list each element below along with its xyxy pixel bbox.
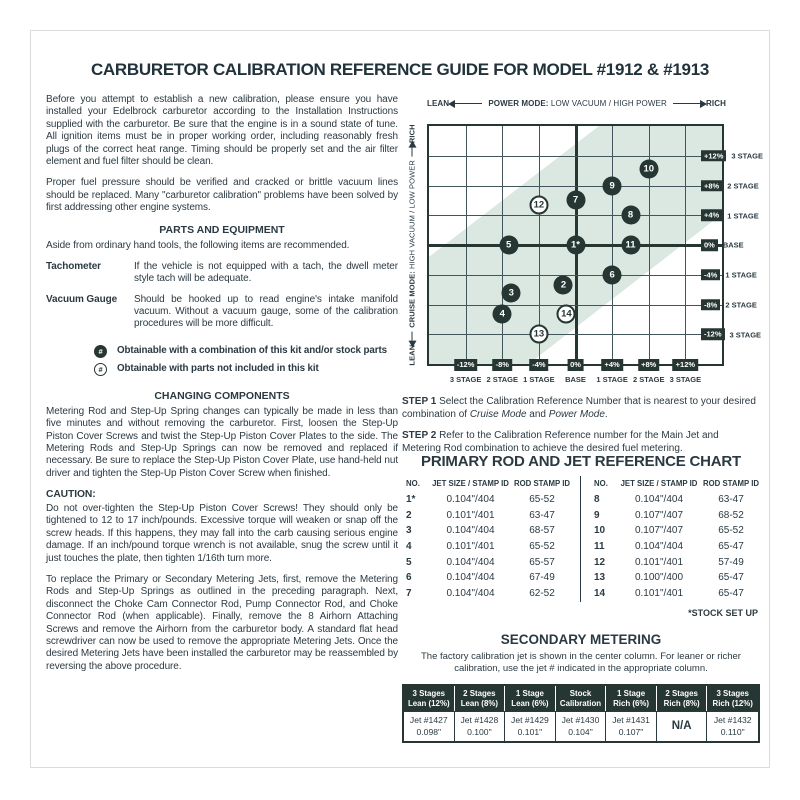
table-cell: 65-52 xyxy=(529,494,555,506)
chart-point-13: 13 xyxy=(529,325,548,344)
grid-line xyxy=(429,275,722,276)
secondary-table xyxy=(402,684,760,743)
stage-label: 3 STAGE xyxy=(729,329,762,339)
table-cell: 0.107"/407 xyxy=(634,525,684,537)
table-cell: 0.104"/404 xyxy=(446,556,495,568)
table-cell: 0.101"/401 xyxy=(446,509,495,521)
replace-jets-paragraph: To replace the Primary or Secondary Metering Jets, first, remove the Metering Rods and Step-Up Springs as outlined in the preceding paragraph. Next, disconnect the Choke Cam Connector Rod, Pump Connector Rod, and Choke Connector Rod (when applicable). Finally, remove the 8 Airhorn Attaching Screws and remove the Airhorn from the carburetor body. A standard flat head screwdriver can now be used to remove the appropriate Metering Jets. Once the desired Metering Jets have been installed the carburetor may be reassembled by reversing the above procedure. xyxy=(46,573,398,672)
col-header: JET SIZE / STAMP ID xyxy=(432,479,509,489)
table-cell: 12 xyxy=(594,556,606,568)
chart-point-8: 8 xyxy=(621,206,640,225)
table-cell: 13 xyxy=(594,572,606,584)
hash-outline-circle-icon: # xyxy=(94,363,107,376)
secondary-metering-section xyxy=(402,632,760,743)
stage-label: 2 STAGE xyxy=(727,181,759,190)
caution-paragraph: Do not over-tighten the Step-Up Piston Cover Screws! They should only be tightened to 12 to 17 inch/pounds. Excessive torque will weaken or snap off the screw heads. If this happens, they may fall into the carb causing serious engine damage. If an inch/pound torque wrench is not available, snug the screw until it just touches the plate, then tighten 1/16th turn more. xyxy=(46,503,398,564)
table-cell: 65-47 xyxy=(718,572,744,584)
chart-point-10: 10 xyxy=(639,159,658,178)
pct-badge: +4% xyxy=(701,210,722,222)
stage-label: 1 STAGE xyxy=(523,374,555,384)
pct-badge: -12% xyxy=(701,329,725,341)
table-cell: 0.107"/407 xyxy=(634,509,684,521)
table-cell: 0.101"/401 xyxy=(446,541,495,553)
stage-label: 3 STAGE xyxy=(449,374,482,384)
table-cell: 8 xyxy=(594,494,600,506)
table-cell: Jet #1430 0.104" xyxy=(556,711,607,740)
table-cell: 68-52 xyxy=(718,509,744,521)
right-column xyxy=(402,95,764,770)
step-2: STEP 2 Refer to the Calibration Reference number for the Main Jet and Metering Rod combination to achieve the desired fuel metering. xyxy=(402,430,719,454)
y-axis-row-label xyxy=(701,210,759,222)
pct-badge: +8% xyxy=(638,359,659,371)
col-header: NO. xyxy=(594,479,608,489)
col-header: 2 Stages Rich (8%) xyxy=(657,686,708,712)
lean-label: LEAN xyxy=(407,344,417,366)
table-cell: 2 xyxy=(406,509,412,521)
left-arrow-icon xyxy=(455,103,482,105)
grid-line xyxy=(429,215,722,216)
parts-intro: Aside from ordinary hand tools, the following items are recommended. xyxy=(46,239,350,251)
pct-badge: +12% xyxy=(673,359,698,371)
table-cell: Jet #1428 0.100" xyxy=(455,711,506,740)
hash-filled-circle-icon: # xyxy=(94,345,107,358)
pct-badge: -4% xyxy=(529,359,548,371)
col-header: 3 Stages Lean (12%) xyxy=(404,686,455,712)
chart-point-1: 1* xyxy=(566,236,585,255)
chart-point-2: 2 xyxy=(554,276,573,295)
primary-table-title: PRIMARY ROD AND JET REFERENCE CHART xyxy=(421,453,741,470)
chart-point-12: 12 xyxy=(529,196,548,215)
pct-badge: -8% xyxy=(493,359,512,371)
table-cell: 65-47 xyxy=(718,541,744,553)
table-cell: 0.104"/404 xyxy=(446,572,495,584)
table-cell: Jet #1427 0.098" xyxy=(404,711,455,740)
x-axis-col-label xyxy=(670,359,702,384)
stage-label: 1 STAGE xyxy=(727,210,759,220)
legend-item-kit-parts xyxy=(94,345,398,358)
y-axis-row-label xyxy=(701,180,759,192)
caution-label: CAUTION: xyxy=(46,489,96,501)
chart-point-7: 7 xyxy=(566,191,585,210)
y-axis-row-label xyxy=(701,329,761,341)
table-cell: 5 xyxy=(406,556,412,568)
equipment-name: Tachometer xyxy=(46,260,101,272)
table-cell: 65-52 xyxy=(529,541,555,553)
equipment-desc: Should be hooked up to read engine's intake manifold vacuum. Without a vacuum gauge, some of the calibration procedures will be more difficult. xyxy=(134,293,398,330)
chart-point-9: 9 xyxy=(603,176,622,195)
grid-line xyxy=(429,305,722,306)
table-cell: 6 xyxy=(406,572,412,584)
equipment-name: Vacuum Gauge xyxy=(46,293,118,305)
col-header: 2 Stages Lean (8%) xyxy=(455,686,506,712)
table-cell: 67-49 xyxy=(529,572,555,584)
col-header: ROD STAMP ID xyxy=(702,479,760,489)
cruise-mode-text: CRUISE MODE: HIGH VACUUM / LOW POWER xyxy=(407,160,417,328)
stage-label: 2 STAGE xyxy=(486,374,519,384)
parts-equipment-heading: PARTS AND EQUIPMENT xyxy=(159,223,285,236)
y-axis-row-label xyxy=(701,299,757,311)
up-arrow-icon xyxy=(411,147,413,156)
x-axis-col-label xyxy=(565,359,586,384)
table-cell: 10 xyxy=(594,525,606,537)
lean-label: LEAN xyxy=(427,99,450,108)
col-header: NO. xyxy=(406,479,420,489)
power-mode-text: POWER MODE: LOW VACUUM / HIGH POWER xyxy=(488,99,667,108)
power-mode-axis-label xyxy=(427,99,726,108)
col-header: Stock Calibration xyxy=(556,686,607,712)
primary-table-left-half xyxy=(402,476,581,602)
col-header: 3 Stages Rich (12%) xyxy=(707,686,758,712)
col-header: 1 Stage Rich (6%) xyxy=(606,686,657,712)
grid-line xyxy=(429,156,722,157)
secondary-title: SECONDARY METERING xyxy=(500,632,662,647)
y-axis-row-label xyxy=(701,150,763,162)
table-cell: Jet #1429 0.101" xyxy=(505,711,556,740)
table-cell: 0.100"/400 xyxy=(634,572,684,584)
stock-setup-footnote: *STOCK SET UP xyxy=(688,607,758,618)
chart-point-5: 5 xyxy=(499,236,518,255)
changing-components-heading: CHANGING COMPONENTS xyxy=(154,389,290,402)
stage-label: 2 STAGE xyxy=(725,300,757,309)
table-cell: 4 xyxy=(406,541,412,553)
chart-point-14: 14 xyxy=(557,305,576,324)
table-cell: 62-52 xyxy=(529,588,555,600)
stage-label: BASE xyxy=(565,374,586,384)
x-axis-col-label xyxy=(450,359,482,384)
table-cell: 1* xyxy=(406,494,416,506)
table-cell: 57-49 xyxy=(718,556,744,568)
page-title: CARBURETOR CALIBRATION REFERENCE GUIDE FOR MODEL #1912 & #1913 xyxy=(90,60,710,79)
step-1: STEP 1 Select the Calibration Reference Number that is nearest to your desired combination of Cruise Mode and Power Mode. xyxy=(402,396,756,420)
y-axis-row-label xyxy=(701,269,757,281)
table-cell: 0.104"/404 xyxy=(634,494,684,506)
grid-line xyxy=(429,186,722,187)
table-cell: 0.104"/404 xyxy=(446,588,495,600)
table-cell-na: N/A xyxy=(657,711,708,740)
pct-badge: +12% xyxy=(701,150,726,162)
stage-label: 2 STAGE xyxy=(632,374,665,384)
chart-point-3: 3 xyxy=(502,283,521,302)
table-cell: 68-57 xyxy=(529,525,555,537)
table-cell: 9 xyxy=(594,509,600,521)
stage-label: 3 STAGE xyxy=(669,374,702,384)
pct-badge: 0% xyxy=(701,239,718,251)
col-header: ROD STAMP ID xyxy=(513,479,571,489)
pct-badge: 0% xyxy=(567,359,584,371)
legend-text: Obtainable with a combination of this kit and/or stock parts xyxy=(117,345,387,357)
chart-point-11: 11 xyxy=(621,236,640,255)
table-cell: Jet #1432 0.110" xyxy=(707,711,758,740)
secondary-intro: The factory calibration jet is shown in the center column. For leaner or richer calibration, use the jet # indicated in the appropriate column. xyxy=(421,651,741,675)
stage-label: 3 STAGE xyxy=(731,151,763,161)
table-cell: 14 xyxy=(594,588,606,600)
col-header: 1 Stage Lean (6%) xyxy=(505,686,556,712)
pct-badge: +8% xyxy=(701,180,722,192)
changing-components-paragraph: Metering Rod and Step-Up Spring changes can typically be made in less than five minutes and without removing the carburetor. First, loosen the Step-Up Piston Cover Screws and twist the Step-Up Piston Cover Plates to the side. The Metering Rods and Step-Up Springs can now be removed and replaced if necessary. Be sure to replace the Step-Up Piston Cover Plate, use hand-held nut driver and tighten the Step-Up Piston Cover Screw when finished. xyxy=(46,405,398,479)
table-cell: 0.101"/401 xyxy=(634,556,684,568)
pct-badge: +4% xyxy=(602,359,623,371)
equipment-desc: If the vehicle is not equipped with a tach, the dwell meter style tach will be adequate. xyxy=(134,260,398,285)
table-cell: 65-47 xyxy=(718,588,744,600)
rich-label: RICH xyxy=(706,99,726,108)
pct-badge: -4% xyxy=(701,269,720,281)
pct-badge: -8% xyxy=(701,299,720,311)
chart-point-4: 4 xyxy=(493,305,512,324)
stage-label: 1 STAGE xyxy=(596,374,628,384)
right-arrow-icon xyxy=(673,103,700,105)
table-cell: 65-57 xyxy=(529,556,555,568)
col-header: JET SIZE / STAMP ID xyxy=(620,479,698,489)
table-cell: 0.104"/404 xyxy=(634,541,684,553)
chart-grid xyxy=(427,124,763,384)
table-cell: 7 xyxy=(406,588,412,600)
primary-table-right-half xyxy=(581,476,760,602)
down-arrow-icon xyxy=(411,332,413,341)
table-cell: 63-47 xyxy=(718,494,744,506)
table-cell: 0.104"/404 xyxy=(446,494,495,506)
y-axis-row-label xyxy=(701,239,744,251)
table-cell: 63-47 xyxy=(529,509,555,521)
grid-line xyxy=(429,334,722,335)
cruise-mode-axis-label xyxy=(408,124,417,365)
primary-rod-jet-table xyxy=(402,453,760,618)
equipment-item-vacuum-gauge xyxy=(46,294,398,331)
chart-point-6: 6 xyxy=(603,265,622,284)
legend-item-not-included xyxy=(94,363,398,376)
stage-label: BASE xyxy=(722,240,744,250)
x-axis-col-label xyxy=(633,359,665,384)
intro-paragraph-1: Before you attempt to establish a new calibration, please ensure you have installed your Edelbrock carburetor according to the Installation Instructions supplied with the carburetor. Be sure that the engine is in a sound state of tune. All ignition items must be in proper working order, including reasonably fresh plugs of the correct heat range. Timing should be properly set and the air filter element and fuel filter should be clean. xyxy=(46,94,398,167)
pct-badge: -12% xyxy=(454,359,478,371)
stage-label: 1 STAGE xyxy=(725,270,757,280)
legend-text: Obtainable with parts not included in this kit xyxy=(117,363,319,375)
symbol-legend xyxy=(94,345,398,376)
intro-paragraph-2: Proper fuel pressure should be verified and cracked or brittle vacuum lines should be replaced. Many "carburetor calibration" problems have been solved by first addressing other engine systems. xyxy=(46,177,398,214)
table-cell: 3 xyxy=(406,525,412,537)
table-cell: Jet #1431 0.107" xyxy=(606,711,657,740)
table-cell: 11 xyxy=(594,541,605,553)
table-cell: 0.104"/404 xyxy=(446,525,495,537)
x-axis-col-label xyxy=(523,359,555,384)
left-column xyxy=(46,94,398,682)
table-cell: 0.101"/401 xyxy=(634,588,684,600)
rich-label: RICH xyxy=(407,124,417,144)
x-axis-col-label xyxy=(596,359,628,384)
table-cell: 65-52 xyxy=(718,525,744,537)
equipment-item-tachometer xyxy=(46,261,398,286)
x-axis-col-label xyxy=(486,359,518,384)
